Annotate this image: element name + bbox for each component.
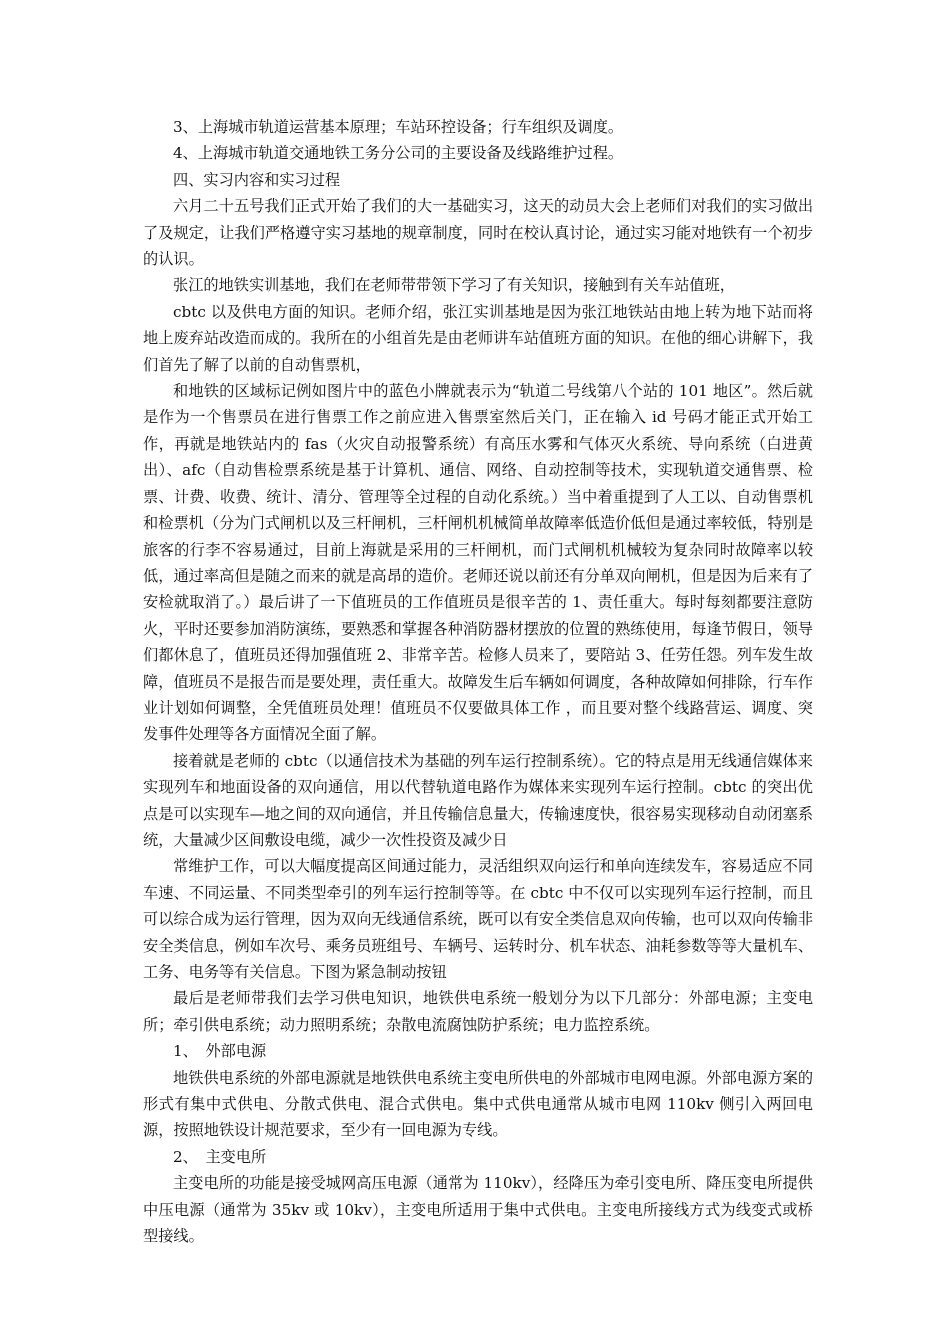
section-heading: 四、实习内容和实习过程 bbox=[173, 170, 341, 189]
paragraph: 主变电所的功能是接受城网高压电源（通常为 110kv），经降压为牵引变电所、降压变电所提供中压电源（通常为 35kv 或 10kv），主变电所适用于集中式供电。主变电所接线方式为线变式或桥型接线。 bbox=[143, 1174, 813, 1246]
paragraph: 接着就是老师的 cbtc（以通信技术为基础的列车运行控制系统）。它的特点是用无线通信媒体来实现列车和地面设备的双向通信，用以代替轨道电路作为媒体来实现列车运行控制。cbtc 的突出优点是可以实现车—地之间的双向通信，并且传输信息量大，传输速度快，很容易实现移动自动闭塞系统，大量减少区间敷设电缆，减少一次性投资及减少日 bbox=[143, 751, 813, 849]
document-body bbox=[143, 114, 813, 1249]
paragraph: 张江的地铁实训基地，我们在老师带带领下学习了有关知识，接触到有关车站值班， bbox=[173, 276, 735, 295]
paragraph: 最后是老师带我们去学习供电知识，地铁供电系统一般划分为以下几部分：外部电源；主变电所；牵引供电系统；动力照明系统；杂散电流腐蚀防护系统；电力监控系统。 bbox=[143, 989, 813, 1034]
paragraph: 六月二十五号我们正式开始了我们的大一基础实习，这天的动员大会上老师们对我们的实习做出了及规定，让我们严格遵守实习基地的规章制度，同时在校认真讨论，通过实习能对地铁有一个初步的认识。 bbox=[143, 197, 813, 269]
subheading-main-substation: 2、 主变电所 bbox=[173, 1147, 267, 1166]
paragraph: 和地铁的区域标记例如图片中的蓝色小牌就表示为“轨道二号线第八个站的 101 地区”。然后就是作为一个售票员在进行售票工作之前应进入售票室然后关门，正在输入 id 号码才能正式开始工作，再就是地铁站内的 fas（火灾自动报警系统）有高压水雾和气体灭火系统、导向系统（白进黄出）、afc（自动售检票系统是基于计算机、通信、网络、自动控制等技术，实现轨道交通售票、检票、计费、收费、统计、清分、管理等全过程的自动化系统。）当中着重提到了人工以、自动售票机和检票机（分为门式闸机以及三杆闸机，三杆闸机机械简单故障率低造价低但是通过率较低，特别是旅客的行李不容易通过，目前上海就是采用的三杆闸机，而门式闸机机械较为复杂同时故障率以较低，通过率高但是随之而来的就是高昂的造价。老师还说以前还有分单双向闸机，但是因为后来有了安检就取消了。）最后讲了一下值班员的工作值班员是很辛苦的 1、责任重大。每时每刻都要注意防火，平时还要参加消防演练，要熟悉和掌握各种消防器材摆放的位置的熟练使用，每逢节假日，领导们都休息了，值班员还得加强值班 2、非常辛苦。检修人员来了，要陪站 3、任劳任怨。列车发生故障，值班员不是报告而是要处理，责任重大。故障发生后车辆如何调度，各种故障如何排除，行车作业计划如何调整，全凭值班员处理！值班员不仅要做具体工作 ，而且要对整个线路营运、调度、突发事件处理等各方面情况全面了解。 bbox=[143, 382, 813, 744]
paragraph-item-3: 3、上海城市轨道运营基本原理；车站环控设备；行车组织及调度。 bbox=[173, 118, 624, 136]
paragraph: cbtc 以及供电方面的知识。老师介绍，张江实训基地是因为张江地铁站由地上转为地下站而将地上废弃站改造而成的。我所在的小组首先是由老师讲车站值班方面的知识。在他的细心讲解下，我们首先了解了以前的自动售票机， bbox=[143, 302, 813, 374]
paragraph-item-4: 4、上海城市轨道交通地铁工务分公司的主要设备及线路维护过程。 bbox=[173, 144, 624, 163]
paragraph: 常维护工作，可以大幅度提高区间通过能力，灵活组织双向运行和单向连续发车，容易适应不同车速、不同运量、不同类型牵引的列车运行控制等等。在 cbtc 中不仅可以实现列车运行控制，而且可以综合成为运行管理，因为双向无线通信系统，既可以有安全类信息双向传输，也可以双向传输非安全类信息，例如车次号、乘务员班组号、车辆号、运转时分、机车状态、油耗参数等等大量机车、工务、电务等有关信息。下图为紧急制动按钮 bbox=[143, 857, 813, 981]
subheading-external-power: 1、 外部电源 bbox=[173, 1042, 267, 1061]
paragraph: 地铁供电系统的外部电源就是地铁供电系统主变电所供电的外部城市电网电源。外部电源方案的形式有集中式供电、分散式供电、混合式供电。集中式供电通常从城市电网 110kv 侧引入两回电源，按照地铁设计规范要求，至少有一回电源为专线。 bbox=[143, 1068, 813, 1140]
